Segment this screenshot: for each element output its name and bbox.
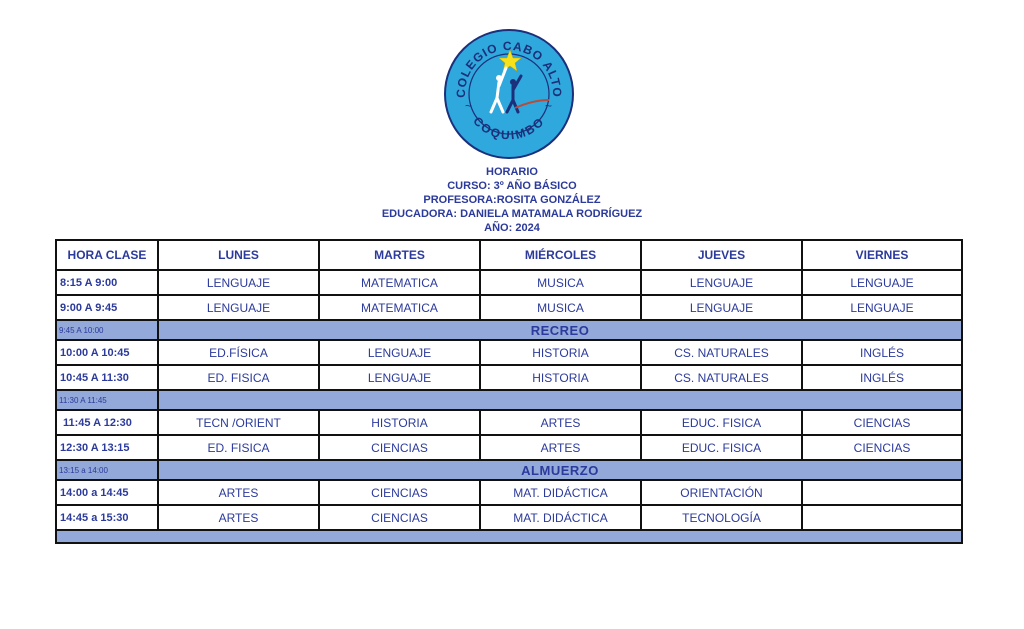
svg-text:~: ~ — [545, 99, 553, 113]
time-cell: 12:30 A 13:15 — [56, 435, 158, 460]
subject-cell: LENGUAJE — [319, 365, 480, 390]
subject-cell: EDUC. FISICA — [641, 410, 802, 435]
subject-cell: ED. FISICA — [158, 435, 319, 460]
svg-text:~: ~ — [465, 99, 473, 113]
schedule-table — [55, 239, 963, 544]
column-header-hora: HORA CLASE — [56, 240, 158, 270]
time-cell: 10:45 A 11:30 — [56, 365, 158, 390]
subject-cell: CS. NATURALES — [641, 365, 802, 390]
break-row-recreo — [56, 320, 962, 340]
schedule-header — [312, 165, 712, 235]
end-band-row — [56, 530, 962, 543]
subject-cell: MATEMATICA — [319, 270, 480, 295]
subject-cell: HISTORIA — [319, 410, 480, 435]
subject-cell: EDUC. FISICA — [641, 435, 802, 460]
table-row — [56, 365, 962, 390]
time-cell: 14:45 a 15:30 — [56, 505, 158, 530]
subject-cell: LENGUAJE — [641, 295, 802, 320]
subject-cell: CIENCIAS — [802, 410, 962, 435]
header-profesora: PROFESORA:ROSITA GONZÁLEZ — [423, 194, 601, 206]
header-curso: CURSO: 3º AÑO BÁSICO — [447, 180, 577, 192]
column-header-viernes: VIERNES — [802, 240, 962, 270]
time-cell: 10:00 A 10:45 — [56, 340, 158, 365]
table-row — [56, 295, 962, 320]
logo-top-text: COLEGIO CABO ALTO — [453, 38, 565, 98]
subject-cell: MUSICA — [480, 270, 641, 295]
column-header-miercoles: MIÉRCOLES — [480, 240, 641, 270]
subject-cell: MATEMATICA — [319, 295, 480, 320]
subject-cell: ORIENTACIÓN — [641, 480, 802, 505]
header-title: HORARIO — [486, 166, 538, 178]
header-educadora: EDUCADORA: DANIELA MATAMALA RODRÍGUEZ — [381, 208, 643, 220]
column-header-martes: MARTES — [319, 240, 480, 270]
subject-cell: LENGUAJE — [802, 295, 962, 320]
time-cell: 11:45 A 12:30 — [56, 410, 158, 435]
time-cell: 14:00 a 14:45 — [56, 480, 158, 505]
table-row — [56, 270, 962, 295]
subject-cell: HISTORIA — [480, 340, 641, 365]
table-row — [56, 480, 962, 505]
subject-cell — [802, 505, 962, 530]
subject-cell: ED.FÍSICA — [158, 340, 319, 365]
subject-cell: CIENCIAS — [319, 480, 480, 505]
break-row-almuerzo — [56, 460, 962, 480]
subject-cell: ED. FISICA — [158, 365, 319, 390]
subject-cell: MAT. DIDÁCTICA — [480, 505, 641, 530]
subject-cell — [802, 480, 962, 505]
subject-cell: ARTES — [158, 505, 319, 530]
subject-cell: MUSICA — [480, 295, 641, 320]
subject-cell: INGLÉS — [802, 365, 962, 390]
subject-cell: ARTES — [480, 435, 641, 460]
subject-cell: TECN /ORIENT — [158, 410, 319, 435]
subject-cell: ARTES — [480, 410, 641, 435]
subject-cell: CIENCIAS — [319, 505, 480, 530]
break-time-cell: 13:15 a 14:00 — [56, 460, 158, 480]
time-cell: 8:15 A 9:00 — [56, 270, 158, 295]
subject-cell: CIENCIAS — [802, 435, 962, 460]
break-label: RECREO — [158, 320, 962, 340]
column-header-lunes: LUNES — [158, 240, 319, 270]
break-label — [158, 390, 962, 410]
subject-cell: ARTES — [158, 480, 319, 505]
table-row — [56, 340, 962, 365]
time-cell: 9:00 A 9:45 — [56, 295, 158, 320]
subject-cell: HISTORIA — [480, 365, 641, 390]
school-logo — [443, 28, 575, 160]
subject-cell: TECNOLOGÍA — [641, 505, 802, 530]
table-header-row — [56, 240, 962, 270]
subject-cell: LENGUAJE — [158, 270, 319, 295]
column-header-jueves: JUEVES — [641, 240, 802, 270]
subject-cell: LENGUAJE — [802, 270, 962, 295]
table-row — [56, 505, 962, 530]
header-anio: AÑO: 2024 — [484, 222, 540, 234]
subject-cell: LENGUAJE — [641, 270, 802, 295]
end-band — [56, 530, 962, 543]
subject-cell: CIENCIAS — [319, 435, 480, 460]
break-time-cell: 9:45 A 10:00 — [56, 320, 158, 340]
break-row — [56, 390, 962, 410]
subject-cell: MAT. DIDÁCTICA — [480, 480, 641, 505]
subject-cell: LENGUAJE — [319, 340, 480, 365]
table-row — [56, 435, 962, 460]
table-row — [56, 410, 962, 435]
logo-bottom-text: COQUIMBO — [470, 113, 548, 143]
break-label: ALMUERZO — [158, 460, 962, 480]
subject-cell: INGLÉS — [802, 340, 962, 365]
subject-cell: LENGUAJE — [158, 295, 319, 320]
break-time-cell: 11:30 A 11:45 — [56, 390, 158, 410]
subject-cell: CS. NATURALES — [641, 340, 802, 365]
